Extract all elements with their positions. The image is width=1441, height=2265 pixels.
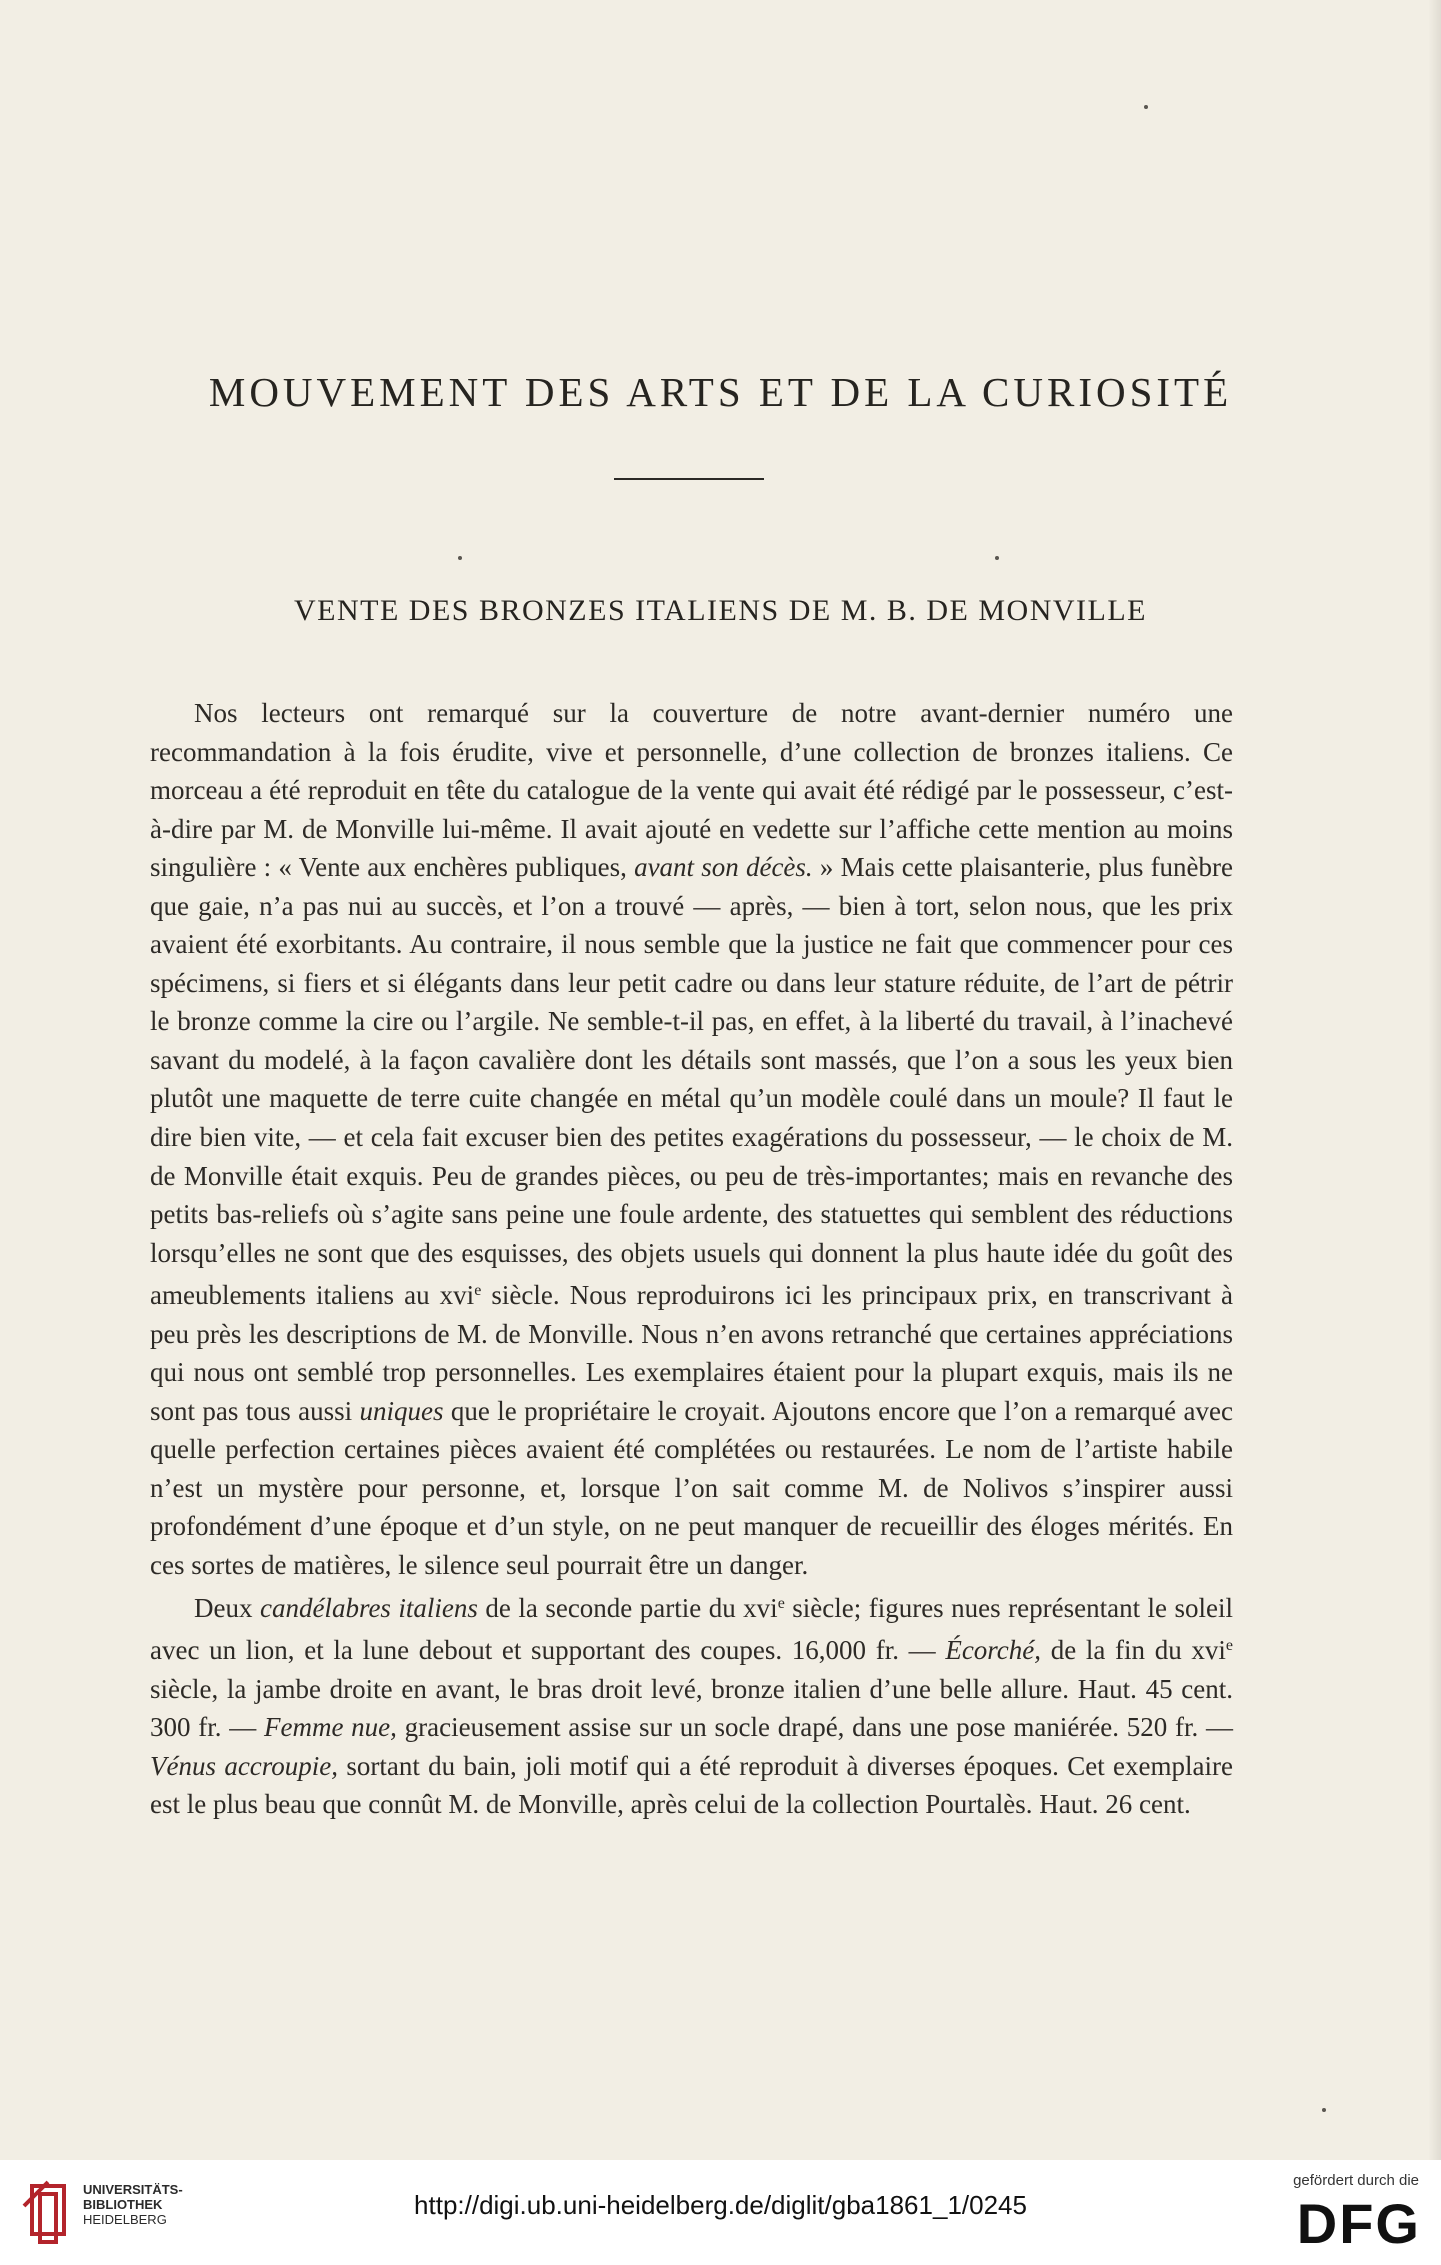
article-body	[150, 694, 1233, 1824]
print-speck	[458, 556, 462, 560]
print-speck	[995, 556, 999, 560]
permalink-url[interactable]: http://digi.ub.uni-heidelberg.de/diglit/gba1861_1/0245	[414, 2190, 1027, 2220]
print-speck	[1144, 105, 1148, 109]
title-divider	[614, 478, 764, 480]
paragraph-2: Deux candélabres italiens de la seconde partie du xvi$^e$ siècle; figures nues représentant le soleil avec un lion, et la lune debout et supportant des coupes. 16,000 fr. — Écorché, de la fin du xvi$^e$ siècle, la jambe droite en avant, le bras droit levé, bronze italien d’une belle allure. Haut. 45 cent. 300 fr. — Femme nue, gracieusement assise sur un socle drapé, dans une pose maniérée. 520 fr. — Vénus accroupie, sortant du bain, joli motif qui a été reproduit à diverses époques. Cet exemplaire est le plus beau que connût M. de Monville, après celui de la collection Pourtalès. Haut. 26 cent.	[150, 1592, 1234, 1820]
funding-note: gefördert durch die	[1293, 2172, 1419, 2189]
paragraph-1: Nos lecteurs ont remarqué sur la couverture de notre avant-dernier numéro une recommandation à la fois érudite, vive et personnelle, d’une collection de bronzes italiens. Ce morceau a été reproduit en tête du catalogue de la vente qui avait été rédigé par le possesseur, c’est-à-dire par M. de Monville lui-même. Il avait ajouté en vedette sur l’affiche cette mention au moins singulière : « Vente aux enchères publiques, avant son décès. » Mais cette plaisanterie, plus funèbre que gaie, n’a pas nui au succès, et l’on a trouvé — après, — bien à tort, selon nous, que les prix avaient été exorbitants. Au contraire, il nous semble que la justice ne fait que commencer pour ces spécimens, si fiers et si élégants dans leur petit cadre ou dans leur stature réduite, de l’art de pétrir le bronze comme la cire ou l’argile. Ne semble-t-il pas, en effet, à la liberté du travail, à l’inachevé savant du modelé, à la façon cavalière dont les détails sont massés, que l’on a sous les yeux bien plutôt une maquette de terre cuite changée en métal qu’un modèle coulé dans un moule? Il faut le dire bien vite, — et cela fait excuser bien des petites exagérations du possesseur, — le choix de M. de Monville était exquis. Peu de grandes pièces, ou peu de très-importantes; mais en revanche des petits bas-reliefs où s’agite sans peine une foule ardente, des statuettes qui semblent des réductions lorsqu’elles ne sont que des esquisses, des objets usuels qui donnent la plus haute idée du goût des ameublements italiens au xvi$^e$ siècle. Nous reproduirons ici les principaux prix, en transcrivant à peu près les descriptions de M. de Monville. Nous n’en avons retranché que certaines appréciations qui nous ont semblé trop personnelles. Les exemplaires étaient pour la plupart exquis, mais ils ne sont pas tous aussi uniques que le propriétaire le croyait. Ajoutons encore que l’on a remarqué avec quelle perfection certaines pièces avaient été complétées ou restaurées. Le nom de l’artiste habile n’est un mystère pour personne, et, lorsque l’on sait comme M. de Nolivos s’inspirer aussi profondément d’une époque et d’un style, on ne peut manquer de recueillir des éloges mérités. En ces sortes de matières, le silence seul pourrait être un danger.	[150, 698, 1234, 1581]
page-edge-shadow	[1428, 0, 1441, 2160]
page-title: MOUVEMENT DES ARTS ET DE LA CURIOSITÉ	[208, 369, 1233, 415]
article-subtitle: VENTE DES BRONZES ITALIENS DE M. B. DE MONVILLE	[293, 594, 1148, 627]
print-speck	[1322, 2108, 1326, 2112]
dfg-logo: DFG	[1296, 2192, 1421, 2255]
library-name: UNIVERSITÄTS- BIBLIOTHEK HEIDELBERG	[83, 2182, 183, 2227]
digitization-footer	[0, 2160, 1441, 2265]
